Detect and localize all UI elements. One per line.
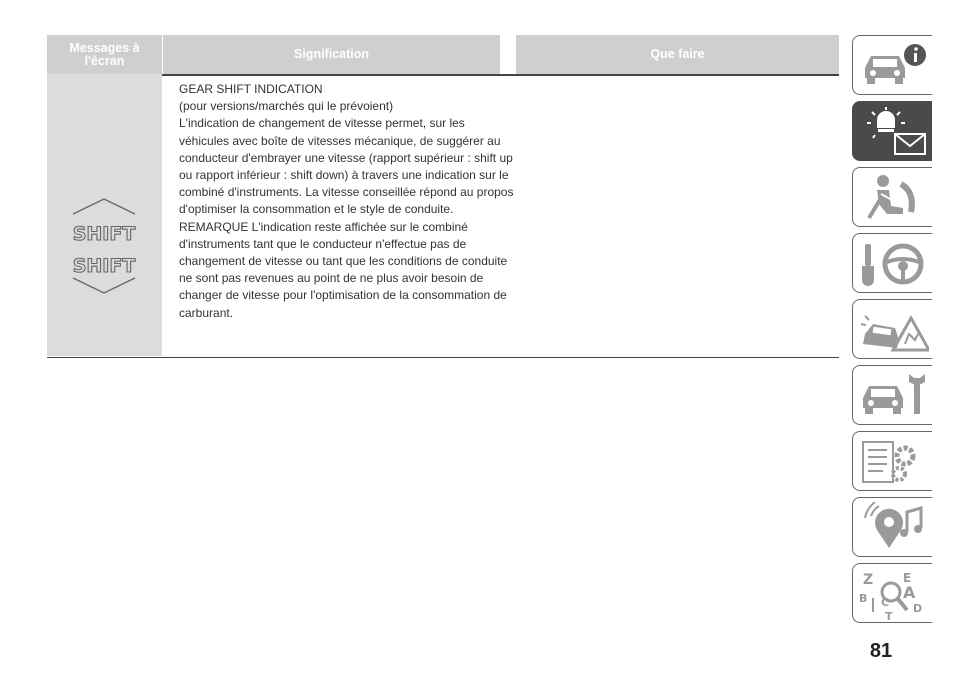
sig-title: GEAR SHIFT INDICATION xyxy=(179,82,323,96)
warning-messages-table xyxy=(47,35,839,356)
svg-text:T: T xyxy=(885,610,893,620)
car-accident-warning-icon xyxy=(859,304,929,356)
table-header xyxy=(47,35,839,74)
page-number: 81 xyxy=(869,640,893,662)
sig-availability: (pour versions/marchés qui le prévoient) xyxy=(179,99,394,114)
tab-emergency[interactable] xyxy=(852,299,932,359)
car-wrench-icon xyxy=(859,370,929,422)
svg-text:Z: Z xyxy=(863,572,874,588)
header-que-faire: Que faire xyxy=(516,35,839,74)
svg-text:B: B xyxy=(859,592,868,605)
shift-down-label: SHIFT xyxy=(72,255,136,277)
svg-text:D: D xyxy=(913,602,923,615)
car-info-icon xyxy=(859,40,929,92)
tab-multimedia[interactable] xyxy=(852,497,932,557)
table-row xyxy=(47,74,839,356)
signification-cell xyxy=(179,81,514,322)
alphabetical-index-icon xyxy=(859,568,929,620)
specs-gear-icon xyxy=(859,436,929,488)
warning-light-message-icon xyxy=(859,106,929,158)
tab-warning-lights[interactable] xyxy=(852,101,932,161)
display-message-cell xyxy=(47,74,162,356)
gear-shift-indication-icon xyxy=(64,197,144,297)
tab-technical-data[interactable] xyxy=(852,431,932,491)
key-steering-wheel-icon xyxy=(859,238,929,290)
tab-car-info[interactable] xyxy=(852,35,932,95)
multimedia-icon xyxy=(859,502,929,554)
sig-remark: REMARQUE L'indication reste affichée sur le combiné d'instruments tant que le conducteur n'effectue pas de changement de vitesse ou tant que les conditions de conduite ne sont pas revenues au point de ne plus avoir besoin de changer de vitesse pour l'optimisation de la consommation de carburant. xyxy=(179,219,508,320)
tab-maintenance[interactable] xyxy=(852,365,932,425)
header-signification: Signification xyxy=(163,35,500,74)
tab-index[interactable] xyxy=(852,563,932,623)
table-bottom-divider xyxy=(47,357,839,358)
svg-text:E: E xyxy=(903,571,912,585)
que-faire-cell xyxy=(516,74,839,356)
sig-description: L'indication de changement de vitesse permet, sur les véhicules avec boîte de vitesses mécanique, de suggérer au conducteur d'embrayer une vitesse (rapport supérieur : shift up ou rapport inférieur : shift down) à travers une indication sur le combiné d'instruments. La vitesse conseillée répond au propos d'optimiser la consommation et le style de conduite. xyxy=(179,116,514,217)
tab-safety[interactable] xyxy=(852,167,932,227)
shift-up-label: SHIFT xyxy=(72,223,136,245)
seat-airbag-icon xyxy=(859,172,929,224)
svg-text:A: A xyxy=(903,583,916,602)
header-messages: Messages à l'écran xyxy=(47,35,162,74)
svg-text:C: C xyxy=(881,596,890,609)
tab-starting-driving[interactable] xyxy=(852,233,932,293)
